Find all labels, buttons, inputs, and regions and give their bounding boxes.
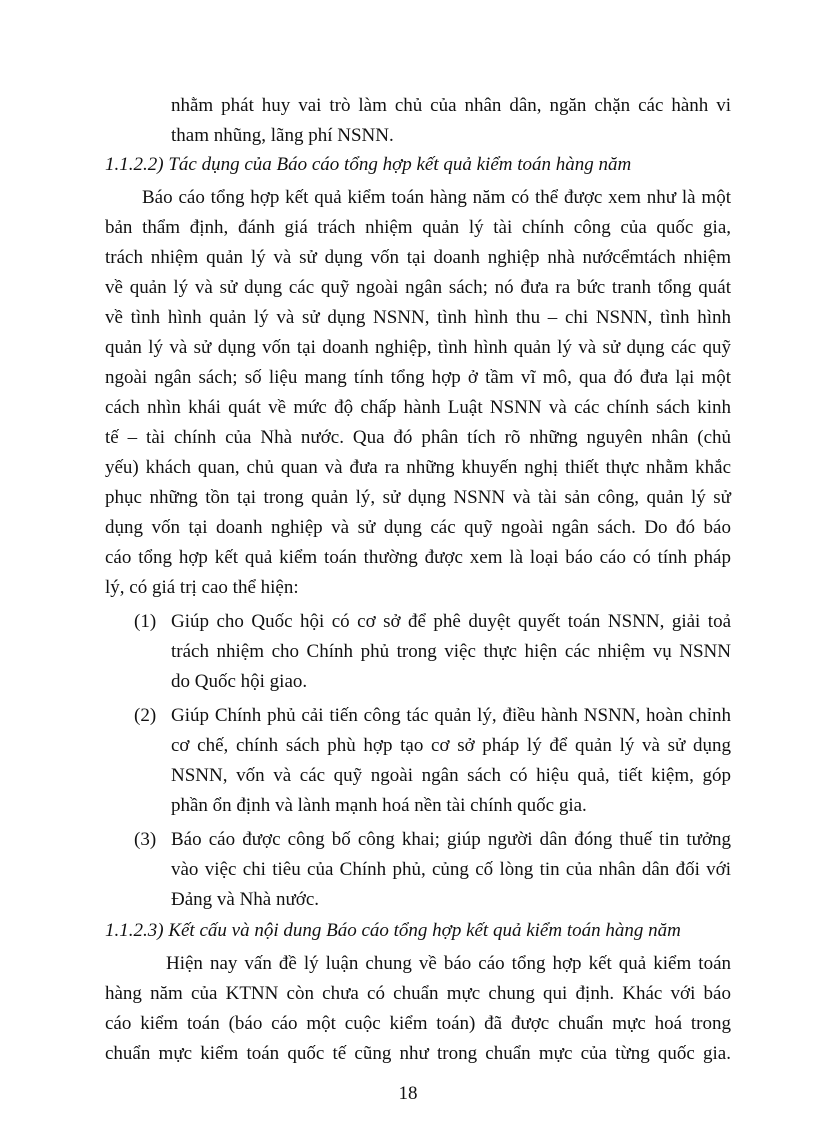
- list-item-line: Đảng và Nhà nước.: [171, 889, 320, 910]
- paragraph-line: Báo cáo tổng hợp kết quả kiểm toán hàng năm có thể được xem như là một: [142, 187, 731, 208]
- list-marker: (1): [134, 611, 157, 632]
- paragraph-line: cáo tổng hợp kết quả kiểm toán thường được xem là loại báo cáo có tính pháp: [105, 547, 731, 568]
- paragraph-line: cách nhìn khái quát về mức độ chấp hành Luật NSNN và các chính sách kinh: [105, 397, 731, 418]
- paragraph-line: trách nhiệm quản lý và sử dụng vốn tại doanh nghiệp nhà nướcểmtách nhiệm: [105, 247, 731, 268]
- paragraph-line: Hiện nay vấn đề lý luận chung về báo cáo tổng hợp kết quả kiểm toán: [166, 953, 731, 974]
- paragraph-line: cáo kiểm toán (báo cáo một cuộc kiểm toán) đã được chuẩn mực hoá trong: [105, 1013, 731, 1034]
- paragraph-line: hàng năm của KTNN còn chưa có chuẩn mực chung qui định. Khác với báo: [105, 983, 731, 1004]
- section-heading: 1.1.2.2) Tác dụng của Báo cáo tổng hợp kết quả kiểm toán hàng năm: [105, 154, 632, 175]
- list-marker: (2): [134, 705, 157, 726]
- list-item-line: vào việc chi tiêu của Chính phủ, củng cố lòng tin của nhân dân đối với: [171, 859, 731, 880]
- paragraph-line: về tình hình quản lý và sử dụng NSNN, tình hình thu – chi NSNN, tình hình: [105, 307, 731, 328]
- paragraph-line: chuẩn mực kiểm toán quốc tế cũng như trong chuẩn mực của từng quốc gia.: [105, 1043, 731, 1064]
- list-item-line: phần ổn định và lành mạnh hoá nền tài chính quốc gia.: [171, 795, 587, 816]
- list-item-line: Giúp Chính phủ cải tiến công tác quản lý, điều hành NSNN, hoàn chỉnh: [171, 705, 731, 726]
- paragraph-line: ngoài ngân sách; số liệu mang tính tổng hợp ở tầm vĩ mô, qua đó đưa lại một: [105, 367, 731, 388]
- paragraph-line: về quản lý và sử dụng các quỹ ngoài ngân sách; nó đưa ra bức tranh tổng quát: [105, 277, 731, 298]
- page-number: 18: [398, 1083, 418, 1104]
- list-item-line: Báo cáo được công bố công khai; giúp người dân đóng thuế tin tưởng: [171, 829, 731, 850]
- paragraph-line: tế – tài chính của Nhà nước. Qua đó phân tích rõ những nguyên nhân (chủ: [105, 427, 731, 448]
- list-item-line: NSNN, vốn và các quỹ ngoài ngân sách có hiệu quả, tiết kiệm, góp: [171, 765, 731, 786]
- list-item-line: cơ chế, chính sách phù hợp tạo cơ sở pháp lý để quản lý và sử dụng: [171, 735, 731, 756]
- paragraph-line: yếu) khách quan, chủ quan và đưa ra những khuyến nghị thiết thực nhằm khắc: [105, 457, 731, 478]
- intro-line: nhằm phát huy vai trò làm chủ của nhân dân, ngăn chặn các hành vi: [171, 95, 731, 116]
- paragraph-line: phục những tồn tại trong quản lý, sử dụng NSNN và tài sản công, quản lý sử: [105, 487, 731, 508]
- section-heading: 1.1.2.3) Kết cấu và nội dung Báo cáo tổng hợp kết quả kiểm toán hàng năm: [105, 920, 681, 941]
- list-marker: (3): [134, 829, 157, 850]
- paragraph-line: quản lý và sử dụng vốn tại doanh nghiệp, tình hình quản lý và sử dụng các quỹ: [105, 337, 731, 358]
- paragraph-line: lý, có giá trị cao thể hiện:: [105, 577, 299, 598]
- paragraph-line: dụng vốn tại doanh nghiệp và sử dụng các quỹ ngoài ngân sách. Do đó báo: [105, 517, 731, 538]
- list-item-line: do Quốc hội giao.: [171, 671, 308, 692]
- paragraph-line: bản thẩm định, đánh giá trách nhiệm quản lý tài chính công của quốc gia,: [105, 217, 731, 238]
- list-item-line: trách nhiệm cho Chính phủ trong việc thực hiện các nhiệm vụ NSNN: [171, 641, 731, 662]
- list-item-line: Giúp cho Quốc hội có cơ sở để phê duyệt quyết toán NSNN, giải toả: [171, 611, 731, 632]
- intro-line: tham nhũng, lãng phí NSNN.: [171, 125, 394, 146]
